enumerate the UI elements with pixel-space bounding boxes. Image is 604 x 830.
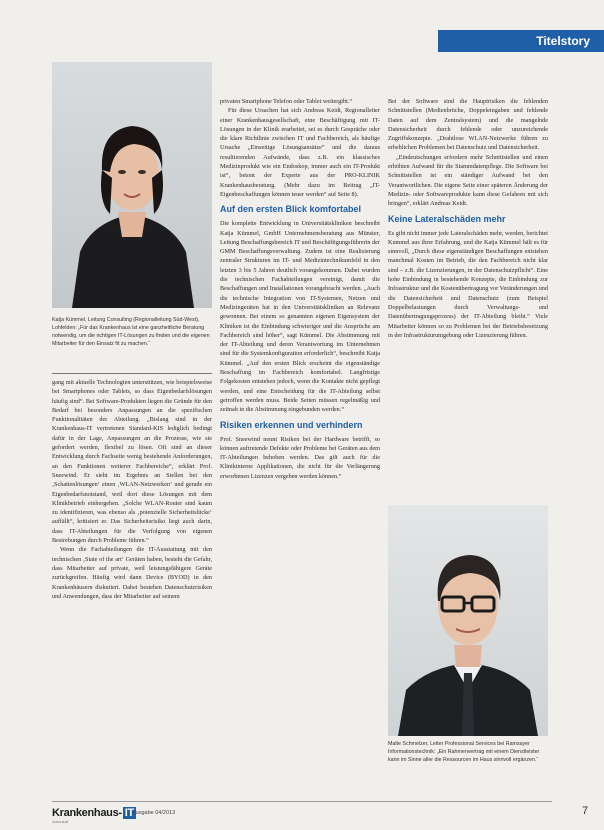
paragraph: privaten Smartphone Telefon oder Tablet weitergibt.“ bbox=[220, 98, 353, 105]
paragraph: Die komplette Entwicklung in Universitätskliniken beschreibt Katja Kümmel, GmbH Unternehmensberatung aus Münster, Leitung Beschaffungsbereich IT und Beschäftigungsführerin der GMM Beschaffungsverwaltung. Zudem ist eine Realisierung zentraler Strukturen im IT- und Medizintechnikumfeld in den letzten 3 bis 5 Jahren deutlich vorangekommen. Dabei wurden die technischen Fachabteilungen vereinigt, damit die Beschaffungen und Installationen vorangebracht werden. „Auch die technische Integration von IT-Systemen, Netzen und Medizingeräten hat in den Universitätskliniken an Relevanz gewonnen. Bei einem so genannten eigenen Eigensystem der Kliniken ist die Einbindung schwieriger und die Ansprüche am Fachbereich sind höher“, sagt Kümmel. Die Abstimmung mit der IT-Abteilung und deren Verantwortung im Unternehmen sind für die Systemkonfiguration erforderlich“, beschreibt Katja Kümmel. „Auf den ersten Blick erscheint die eigenständige Beschaffung im Fachbereich komfortabel. Langfristige Folgekosten entstehen jedoch, wenn die Kontakte nicht gepflegt werden, und eine Entscheidung für die IT-Abteilung selbst getroffen werden muss. Beide Seiten müssen regelmäßig und zeitnah in die Abstimmung eingebunden werden.“ bbox=[220, 220, 380, 414]
paragraph: Wenn die Fachabteilungen die IT-Ausstattung mit den technischen ‚State of the art‘ Geräten haben, besteht die Gefahr, dass Mitarbeiter auf private, weil leistungsfähigere Geräte zurückgreifen. Häufig wird dann Device (BYOD) in den Krankenhäusern diskutiert. Dabei bestehen Datenschutzrisiken und Anwendungen, dass der Mitarbeiter auf seinem bbox=[52, 546, 212, 600]
caption-divider bbox=[52, 373, 212, 374]
paragraph: Bei der Software sind die Hauptrisiken die fehlenden Schnittstellen (Medienbrüche, Doppeleingaben und fehlende Daten auf dem Zentralsystem) und die mangelnde Datensicherheit durch fehlende oder unzureichende Zugriffskonzepte. „Drahtlose WLAN-Netzwerke führen zu erheblichen Problemen bei Datenschutz und Datensicherheit. bbox=[388, 98, 548, 152]
paragraph: gang mit aktuelle Technologien unterstützen, wie beispielsweise bei Smartphones oder Tablets, so dass Eigenbedarfslösungen häufig sind“. Bei Software-Produkten liegen die Gründe für den Bedarf bei besonders Anpassungen an die spezifischen Funktionalitäten der Abteilung. „Bislang sind in der Krankenhaus-IT vertretenen Standard-KIS lediglich bedingt dafür in der Lage, Anpassungen an die Prozesse, wie sie gefordert werden, flexibel zu lösen. Oft sind an dieser Entwicklung durch Fachseite wenig bestehende Anforderungen, an den Funktionen weiterer Fachbereiche“, erklärt Prof. Sneewind. Er sieht im Ergebnis an Stellen bei den ‚Schattenlösungen‘ einen ‚WLAN-Netzwerken‘ und gerade ein Eigenbedarfsnotstand, weil dort diese Lösungen mit dem Klinikbetrieb einhergehen. „Solche WLAN-Router sind kaum zu identifizieren, was ebenso als ‚potenzielle Sicherheitslücke‘ auffällt“, kritisiert er. Das Sicherheitsrisiko liegt auch darin, dass IT-Abteilungen für die Verfolgung von eigenen Bestrebungen durch Probleme führen.“ bbox=[52, 379, 212, 545]
section-tab: Titelstory bbox=[438, 30, 604, 52]
subheading-risks: Risiken erkennen und verhindern bbox=[220, 419, 363, 430]
footer-divider bbox=[52, 801, 552, 802]
text-column-3 bbox=[388, 97, 548, 489]
paragraph: Prof. Sneewind nennt Risiken bei der Hardware betrifft, so können auftretende Defekte oder Probleme bei Geräten aus dem IT-Abteilungen behoben werden. Das gilt auch für die Klinikinterne Applikationen, die nicht für die Verlängerung erworbenen Lizenzen vergeben werden können.“ bbox=[220, 435, 380, 480]
man-portrait-illustration bbox=[388, 505, 548, 736]
paragraph: „Eindeutschungen erfordern mehr Schnittstellen und einen erhöhten Aufwand für die Stammdatenpflege. Die Software bei Schnittstellen ist ein ständiger Aufwand bei den Verantwortlichen. Die eigene Seite einer späteren Änderung der Medizin- oder Softwareprodukte kann diese Gefahren mit sich bringen“, erklärt Andreas Keidt. bbox=[388, 153, 548, 208]
paragraph: Es gibt nicht immer jede Lateralschäden mehr, werden, berichtet Kummel aus ihrer Erfahrung, und die Katja Kümmel hält es für sinnvoll, „Durch diese eigenständigen Beschaffungen entstehen manchmal Kosten im Betrieb, die den Fachbereich nicht klar sind – z.B. die Lizenzierungen, in der Datenschutzpflicht“. Eine hohe Einbindung in bestehende Konzepte, die Einbindung zur Infrastruktur und die Kostenübertragung vor Veränderungen und die Datensicherheit und Datenschutz (zum Beispiel Doppelbelastungen durch Verwaltungs- und Datenübertragungsprozess) der IT-Abteilung bleibt.“ Viele Mitarbeiter können so zu Problemen bei der Betriebsbesetzung in der Infrastrukturumgebung oder Lizenzierung führen. bbox=[388, 229, 548, 339]
text-column-1 bbox=[52, 378, 212, 793]
woman-portrait-illustration bbox=[52, 62, 212, 308]
photo-caption-man: Malte Schmelzer, Leiter Professional Services bei Ramsayer Informationstechnik: „Ein Rahmenvertrag mit einem Dienstleister kann im Sinne aller die Ressourcen im Haus sinnvoll ergänzen.“ bbox=[388, 741, 540, 763]
page-number: 7 bbox=[582, 805, 589, 817]
logo-it-badge: IT bbox=[124, 807, 134, 819]
logo-text: Krankenhaus- bbox=[52, 807, 122, 819]
issue-label: Ausgabe 04/2013 bbox=[132, 810, 176, 816]
portrait-photo-woman bbox=[52, 62, 212, 308]
text-column-2 bbox=[220, 97, 380, 795]
paragraph: Für diese Ursachen hat sich Andreas Keidt, Regionalleiter einer Krankenhausgesellschaft, eine Beschäftigung mit IT-Lösungen in der Klinik erarbeitet, sei es durch Gespräche oder die klare Richtlinie zwischen IT und Fachbereich, als häufige Ursache „Einseitige Lösungsansätze“ und die daraus resultierenden Aufwände, dass z.B. ein klassisches Medizinprodukt wie ein Endoskop, immer auch ein IT-Produkt ist“, betont der Experte aus der PRO-KLINIK Krankenhausberatung. (Mehr dazu im Beitrag „IT-Eigenbeschaffungen können teuer werden“ auf Seite 8). bbox=[220, 107, 380, 198]
logo-subtitle: Journal bbox=[52, 819, 69, 824]
subheading-no-damages: Keine Lateralschäden mehr bbox=[388, 213, 506, 224]
photo-caption-woman: Katja Kümmel, Leitung Consulting (Regionalleitung Süd-West), Lohfelden: „Für das Krankenhaus ist eine ganzheitliche Beratung notwendig, um die richtigen IT-Lösungen zu finden und die eigenen Mitarbeiter für den Einsatz fit zu machen.“ bbox=[52, 317, 210, 347]
subheading-first-glance: Auf den ersten Blick komfortabel bbox=[220, 204, 362, 215]
magazine-logo bbox=[52, 807, 136, 824]
portrait-photo-man bbox=[388, 505, 548, 736]
